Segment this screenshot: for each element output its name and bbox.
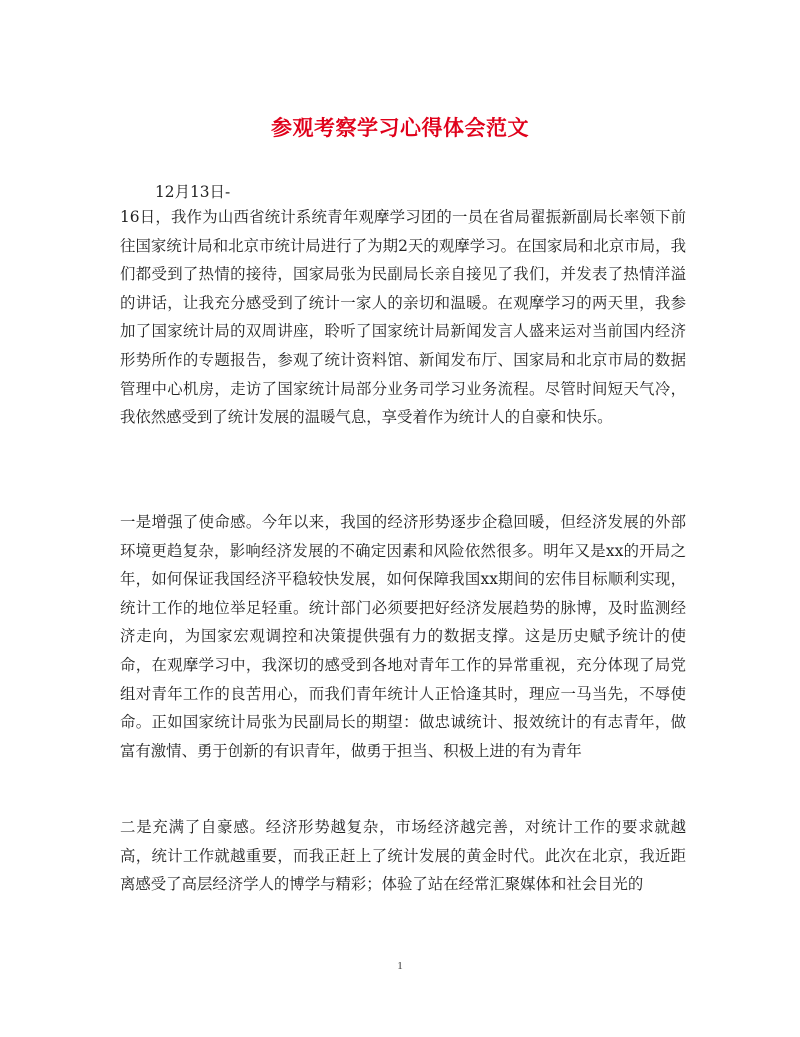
paragraph-sense-of-pride: 二是充满了自豪感。经济形势越复杂，市场经济越完善，对统计工作的要求就越高，统计工作就越重要，而我正赶上了统计发展的黄金时代。此次在北京，我近距离感受了高层经济学人的博学与精彩；体验了站在经常汇聚媒体和社会目光的 <box>120 818 686 894</box>
paragraph-intro: 16日，我作为山西省统计系统青年观摩学习团的一员在省局翟振新副局长率领下前往国家统计局和北京市统计局进行了为期2天的观摩学习。在国家局和北京市局，我们都受到了热情的接待，国家局张为民副局长亲自接见了我们，并发表了热情洋溢的讲话，让我充分感受到了统计一家人的亲切和温暖。在观摩学习的两天里，我参加了国家统计局的双周讲座，聆听了国家统计局新闻发言人盛来运对当前国内经济形势所作的专题报告，参观了统计资料馆、新闻发布厅、国家局和北京市局的数据管理中心机房，走访了国家统计局部分业务司学习业务流程。尽管时间短天气冷，我依然感受到了统计发展的温暖气息，享受着作为统计人的自豪和快乐。 <box>120 208 686 427</box>
paragraph-sense-of-mission: 一是增强了使命感。今年以来，我国的经济形势逐步企稳回暖，但经济发展的外部环境更趋复杂，影响经济发展的不确定因素和风险依然很多。明年又是xx的开局之年，如何保证我国经济平稳较快发展，如何保障我国xx期间的宏伟目标顺利实现，统计工作的地位举足轻重。统计部门必须要把好经济发展趋势的脉博，及时监测经济走向，为国家宏观调控和决策提供强有力的数据支撑。这是历史赋予统计的使命，在观摩学习中，我深切的感受到各地对青年工作的异常重视，充分体现了局党组对青年工作的良苦用心，而我们青年统计人正恰逢其时，理应一马当先，不辱使命。正如国家统计局张为民副局长的期望：做忠诚统计、报效统计的有志青年，做富有激情、勇于创新的有识青年，做勇于担当、积极上进的有为青年 <box>120 513 686 760</box>
document-title: 参观考察学习心得体会范文 <box>271 115 529 140</box>
page-number: 1 <box>397 960 403 972</box>
date-line: 12月13日- <box>155 183 231 201</box>
